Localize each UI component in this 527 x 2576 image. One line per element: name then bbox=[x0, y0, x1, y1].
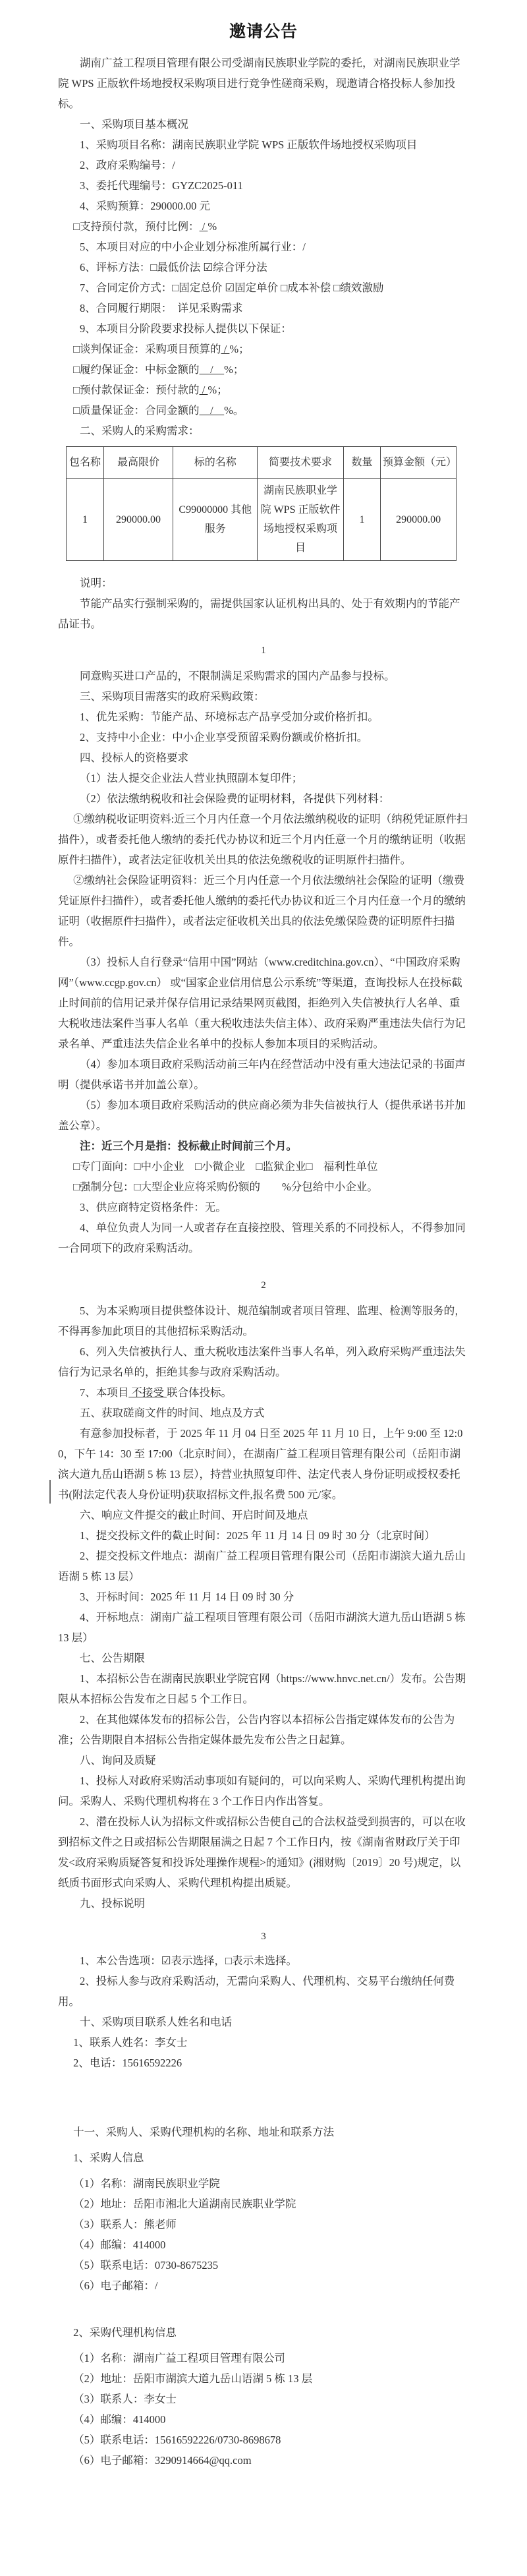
underlined-text: 不接受 bbox=[128, 1386, 167, 1399]
item-pricing: 7、合同定价方式：□固定总价 ☑固定单价 □成本补偿 □绩效激励 bbox=[80, 281, 384, 294]
item-gov-number: 2、政府采购编号：/ bbox=[80, 159, 175, 171]
agency-email: （6）电子邮箱：3290914664@qq.com bbox=[73, 2454, 252, 2467]
page-title: 邀请公告 bbox=[229, 23, 298, 41]
spacer bbox=[58, 1914, 469, 1927]
checkbox-line-subcontract: □强制分包：□大型企业应将采购份额的 %分包给中小企业。 bbox=[73, 1181, 378, 1193]
purchaser-info-heading: 1、采购人信息 bbox=[73, 2152, 144, 2164]
agency-contact: （3）联系人：李女士 bbox=[73, 2393, 177, 2405]
bid-note-2: 2、投标人参与政府采购活动，无需向采购人、代理机构、交易平台缴纳任何费用。 bbox=[58, 1975, 455, 2008]
checkbox-line-prepay bbox=[58, 216, 469, 237]
section-heading: 一、采购项目基本概况 bbox=[80, 118, 188, 131]
purchaser-contact: （3）联系人：熊老师 bbox=[73, 2218, 177, 2231]
policy-priority: 1、优先采购：节能产品、环境标志产品享受加分或价格折扣。 bbox=[80, 711, 379, 723]
text-run: 联合体投标。 bbox=[167, 1386, 232, 1399]
text-run: 7、本项目 bbox=[80, 1386, 129, 1399]
qualification-same-person: 4、单位负责人为同一人或者存在直接控股、管理关系的不同投标人，不得参加同一合同项下的政府采购活动。 bbox=[58, 1221, 466, 1254]
text-run: □履约保证金：中标金额的 bbox=[73, 363, 200, 376]
section-heading: 十、采购项目联系人姓名和电话 bbox=[80, 2016, 232, 2028]
purchaser-phone: （5）联系电话：0730-8675235 bbox=[73, 2259, 219, 2271]
qualification-4: （4）参加本项目政府采购活动前三年内在经营活动中没有重大违法记录的书面声明（提供承诺书并加盖公章）。 bbox=[58, 1058, 466, 1091]
announcement-period-2: 2、在其他媒体发布的招标公告，公告内容以本招标公告指定媒体发布的公告为准；公告期限自本招标公告指定媒体最先发布公告之日起算。 bbox=[58, 1713, 455, 1746]
section-heading: 六、响应文件提交的截止时间、开启时间及地点 bbox=[80, 1509, 308, 1521]
agency-address: （2）地址：岳阳市湖滨大道九岳山语湖 5 栋 13 层 bbox=[73, 2372, 313, 2385]
note-energy-products: 节能产品实行强制采购的，需提供国家认证机构出具的、处于有效期内的节能产品证书。 bbox=[58, 597, 460, 630]
table-header-cell: 简要技术要求 bbox=[258, 447, 344, 479]
spacer bbox=[58, 2343, 469, 2348]
spacer bbox=[58, 1295, 469, 1301]
underlined-text: / bbox=[199, 220, 208, 233]
spacer bbox=[58, 634, 469, 641]
underlined-text: / bbox=[199, 404, 225, 417]
page-number: 1 bbox=[261, 645, 266, 656]
item-guarantees: 9、本项目分阶段要求投标人提供以下保证： bbox=[80, 322, 292, 335]
text-run: □质量保证金：合同金额的 bbox=[73, 404, 200, 417]
open-time: 3、开标时间：2025 年 11 月 14 日 09 时 30 分 bbox=[80, 1591, 294, 1603]
qualification-designer: 5、为本采购项目提供整体设计、规范编制或者项目管理、监理、检测等服务的，不得再参加此项目的其他招标采购活动。 bbox=[58, 1304, 466, 1337]
spacer bbox=[58, 2073, 469, 2122]
spacer bbox=[58, 2142, 469, 2148]
table-header-cell: 包名称 bbox=[67, 447, 103, 479]
inquiry-2: 2、潜在投标人认为招标文件或招标公告使自己的合法权益受到损害的，可以在收到招标文件之日或招标公告期限届满之日起 7 个工作日内，按《湖南省财政厅关于印发<政府采购质疑答复和投诉处理操作规程>的通知》(湘财购〔2019〕20 号)规定，以纸质书面形式向采购人、采购代理机构提出质疑。 bbox=[58, 1815, 466, 1889]
qualification-2-social: ②缴纳社会保险证明资料：近三个月内任意一个月依法缴纳社会保险的证明（缴费凭证原件扫描件），或者委托他人缴纳的委托代办协议和近三个月内任意一个月的缴纳证明（收据原件扫描件），或者法定征收机关出具的依法免缴保险费的证明原件扫描件。 bbox=[58, 874, 466, 948]
section-heading: 九、投标说明 bbox=[80, 1897, 145, 1910]
qualification-1: （1）法人提交企业法人营业执照副本复印件； bbox=[80, 772, 303, 784]
item-eval-method: 6、评标方法：□最低价法 ☑综合评分法 bbox=[80, 261, 267, 274]
section-heading: 三、采购项目需落实的政府采购政策： bbox=[80, 690, 265, 703]
submit-deadline: 1、提交投标文件的截止时间：2025 年 11 月 14 日 09 时 30 分（北京时间） bbox=[80, 1529, 435, 1542]
requirements-table bbox=[66, 446, 457, 561]
agency-info-heading: 2、采购代理机构信息 bbox=[73, 2326, 177, 2339]
qualification-dishonest: 6、列入失信被执行人、重大税收违法案件当事人名单，列入政府采购严重违法失信行为记录名单的，拒绝其参与政府采购活动。 bbox=[58, 1345, 466, 1378]
open-place: 4、开标地点：湖南广益工程项目管理有限公司（岳阳市湖滨大道九岳山语湖 5 栋 13 层） bbox=[58, 1611, 466, 1644]
intro-paragraph: 湖南广益工程项目管理有限公司受湖南民族职业学院的委托，对湖南民族职业学院 WPS 正版软件场地授权采购项目进行竞争性磋商采购，现邀请合格投标人参加投标。 bbox=[58, 57, 460, 110]
agency-phone: （5）联系电话：15616592226/0730-8698678 bbox=[73, 2434, 281, 2446]
spacer bbox=[58, 564, 469, 573]
inquiry-1: 1、投标人对政府采购活动事项如有疑问的，可以向采购人、采购代理机构提出询问。采购人、采购代理机构将在 3 个工作日内作出答复。 bbox=[58, 1774, 466, 1807]
document-body bbox=[58, 53, 469, 2471]
bid-note-1: 1、本公告选项：☑表示选择，□表示未选择。 bbox=[80, 1954, 298, 1967]
checkbox-line-negotiation-deposit bbox=[58, 339, 469, 359]
notes-label: 说明： bbox=[80, 577, 113, 589]
spacer bbox=[58, 1258, 469, 1275]
announcement-period-1: 1、本招标公告在湖南民族职业学院官网（https://www.hnvc.net.cn/）发布。公告期限从本招标公告发布之日起 5 个工作日。 bbox=[58, 1672, 466, 1705]
table-row bbox=[67, 479, 457, 561]
text-run: % bbox=[208, 220, 217, 233]
agency-postcode: （4）邮编：414000 bbox=[73, 2413, 166, 2426]
table-header-cell: 标的名称 bbox=[173, 447, 258, 479]
contact-phone: 2、电话：15616592226 bbox=[73, 2057, 182, 2069]
checkbox-line-performance-deposit bbox=[58, 359, 469, 380]
table-header-row bbox=[67, 447, 457, 479]
item-sme-industry: 5、本项目对应的中小企业划分标准所属行业：/ bbox=[80, 241, 306, 253]
qualification-2: （2）依法缴纳税收和社会保险费的证明材料，各提供下列材料： bbox=[80, 792, 390, 805]
table-cell: 1 bbox=[343, 479, 380, 561]
text-run: %； bbox=[224, 363, 244, 376]
qualification-2-tax: ①缴纳税收证明资料:近三个月内任意一个月依法缴纳税收的证明（纳税凭证原件扫描件），或者委托他人缴纳的委托代办协议和近三个月内任意一个月的缴纳证明（收据原件扫描件），或者法定征收机关出具的依法免缴税收的证明原件扫描件。 bbox=[58, 813, 468, 866]
page-number: 3 bbox=[261, 1931, 266, 1942]
table-cell: 1 bbox=[67, 479, 103, 561]
table-header-cell: 预算金额（元） bbox=[380, 447, 456, 479]
page-number: 2 bbox=[261, 1280, 266, 1291]
item-agency-number: 3、委托代理编号：GYZC2025-011 bbox=[80, 179, 243, 192]
section-heading: 八、询问及质疑 bbox=[80, 1754, 156, 1767]
qualification-consortium bbox=[58, 1382, 469, 1403]
table-cell: 290000.00 bbox=[103, 479, 173, 561]
item-budget: 4、采购预算：290000.00 元 bbox=[80, 200, 210, 212]
purchaser-name: （1）名称：湖南民族职业学院 bbox=[73, 2177, 220, 2190]
item-contract-term: 8、合同履行期限： 详见采购需求 bbox=[80, 302, 243, 314]
checkbox-line-reserved: □专门面向：□中小企业 □小微企业 □监狱企业□ 福利性单位 bbox=[73, 1160, 378, 1173]
spacer bbox=[58, 660, 469, 666]
spacer bbox=[58, 2168, 469, 2173]
section-heading: 五、获取磋商文件的时间、地点及方式 bbox=[80, 1407, 265, 1419]
purchaser-email: （6）电子邮箱：/ bbox=[73, 2279, 158, 2292]
document-obtain-paragraph: 有意参加投标者，于 2025 年 11 月 04 日至 2025 年 11 月 10 日，上午 9:00 至 12:00，下午 14：30 至 17:00（北京时间），在湖南广益工程项目管理有限公司（岳阳市湖滨大道九岳山语湖 5 栋 13 层），持营业执照复印件、法定代表人身份证明或授权委托书(附法定代表人身份证明)获取招标文件,报名费 500 元/家。 bbox=[58, 1423, 469, 1505]
section-heading: 七、公告期限 bbox=[80, 1652, 145, 1664]
underlined-text: / bbox=[199, 384, 208, 396]
table-header-cell: 最高限价 bbox=[103, 447, 173, 479]
qualification-special: 3、供应商特定资格条件：无。 bbox=[80, 1201, 227, 1214]
text-run: □支持预付款，预付比例： bbox=[73, 220, 200, 233]
contact-person: 1、联系人姓名：李女士 bbox=[73, 2036, 188, 2049]
text-run: □预付款保证金：预付款的 bbox=[73, 384, 200, 396]
text-run: □谈判保证金：采购项目预算的 bbox=[73, 343, 221, 355]
qualification-5: （5）参加本项目政府采购活动的供应商必须为非失信被执行人（提供承诺书并加盖公章）。 bbox=[58, 1099, 466, 1132]
checkbox-line-quality-deposit bbox=[58, 400, 469, 421]
agency-name: （1）名称：湖南广益工程项目管理有限公司 bbox=[73, 2352, 285, 2364]
qualification-3: （3）投标人自行登录“信用中国”网站（www.creditchina.gov.cn）、“中国政府采购网”（www.ccgp.gov.cn） 或“国家企业信用信息公示系统”等渠道，查询投标人在投标截止时间前的信用记录并保存信用记录结果网页截图，拒绝列入失信被执行人名单、重大税收违法案件当事人名单（重大税收违法失信主体）、政府采购严重违法失信行为记录名单、严重违法失信企业名单中的投标人参加本项目的采购活动。 bbox=[58, 956, 466, 1050]
note-three-months: 注：近三个月是指：投标截止时间前三个月。 bbox=[80, 1140, 297, 1152]
table-cell: 湖南民族职业学院 WPS 正版软件场地授权采购项目 bbox=[258, 479, 344, 561]
note-import-products: 同意购买进口产品的，不限制满足采购需求的国内产品参与投标。 bbox=[80, 670, 395, 682]
text-run: %。 bbox=[224, 404, 244, 417]
spacer bbox=[58, 2296, 469, 2322]
table-header-cell: 数量 bbox=[343, 447, 380, 479]
submit-place: 2、提交投标文件地点：湖南广益工程项目管理有限公司（岳阳市湖滨大道九岳山语湖 5 栋 13 层） bbox=[58, 1550, 466, 1583]
section-heading: 四、投标人的资格要求 bbox=[80, 751, 188, 764]
section-heading: 二、采购人的采购需求： bbox=[80, 424, 200, 437]
table-cell: C99000000 其他服务 bbox=[173, 479, 258, 561]
purchaser-postcode: （4）邮编：414000 bbox=[73, 2239, 166, 2251]
text-run: %； bbox=[229, 343, 250, 355]
underlined-text: / bbox=[221, 343, 230, 355]
policy-sme: 2、支持中小企业：中小企业享受预留采购份额或价格折扣。 bbox=[80, 731, 368, 744]
text-run: %； bbox=[208, 384, 228, 396]
purchaser-address: （2）地址：岳阳市湘北大道湖南民族职业学院 bbox=[73, 2198, 296, 2210]
checkbox-line-prepay-deposit bbox=[58, 380, 469, 400]
item-project-name: 1、采购项目名称：湖南民族职业学院 WPS 正版软件场地授权采购项目 bbox=[80, 138, 418, 151]
table-cell: 290000.00 bbox=[380, 479, 456, 561]
underlined-text: / bbox=[199, 363, 225, 376]
section-heading: 十一、采购人、采购代理机构的名称、地址和联系方法 bbox=[73, 2126, 335, 2138]
